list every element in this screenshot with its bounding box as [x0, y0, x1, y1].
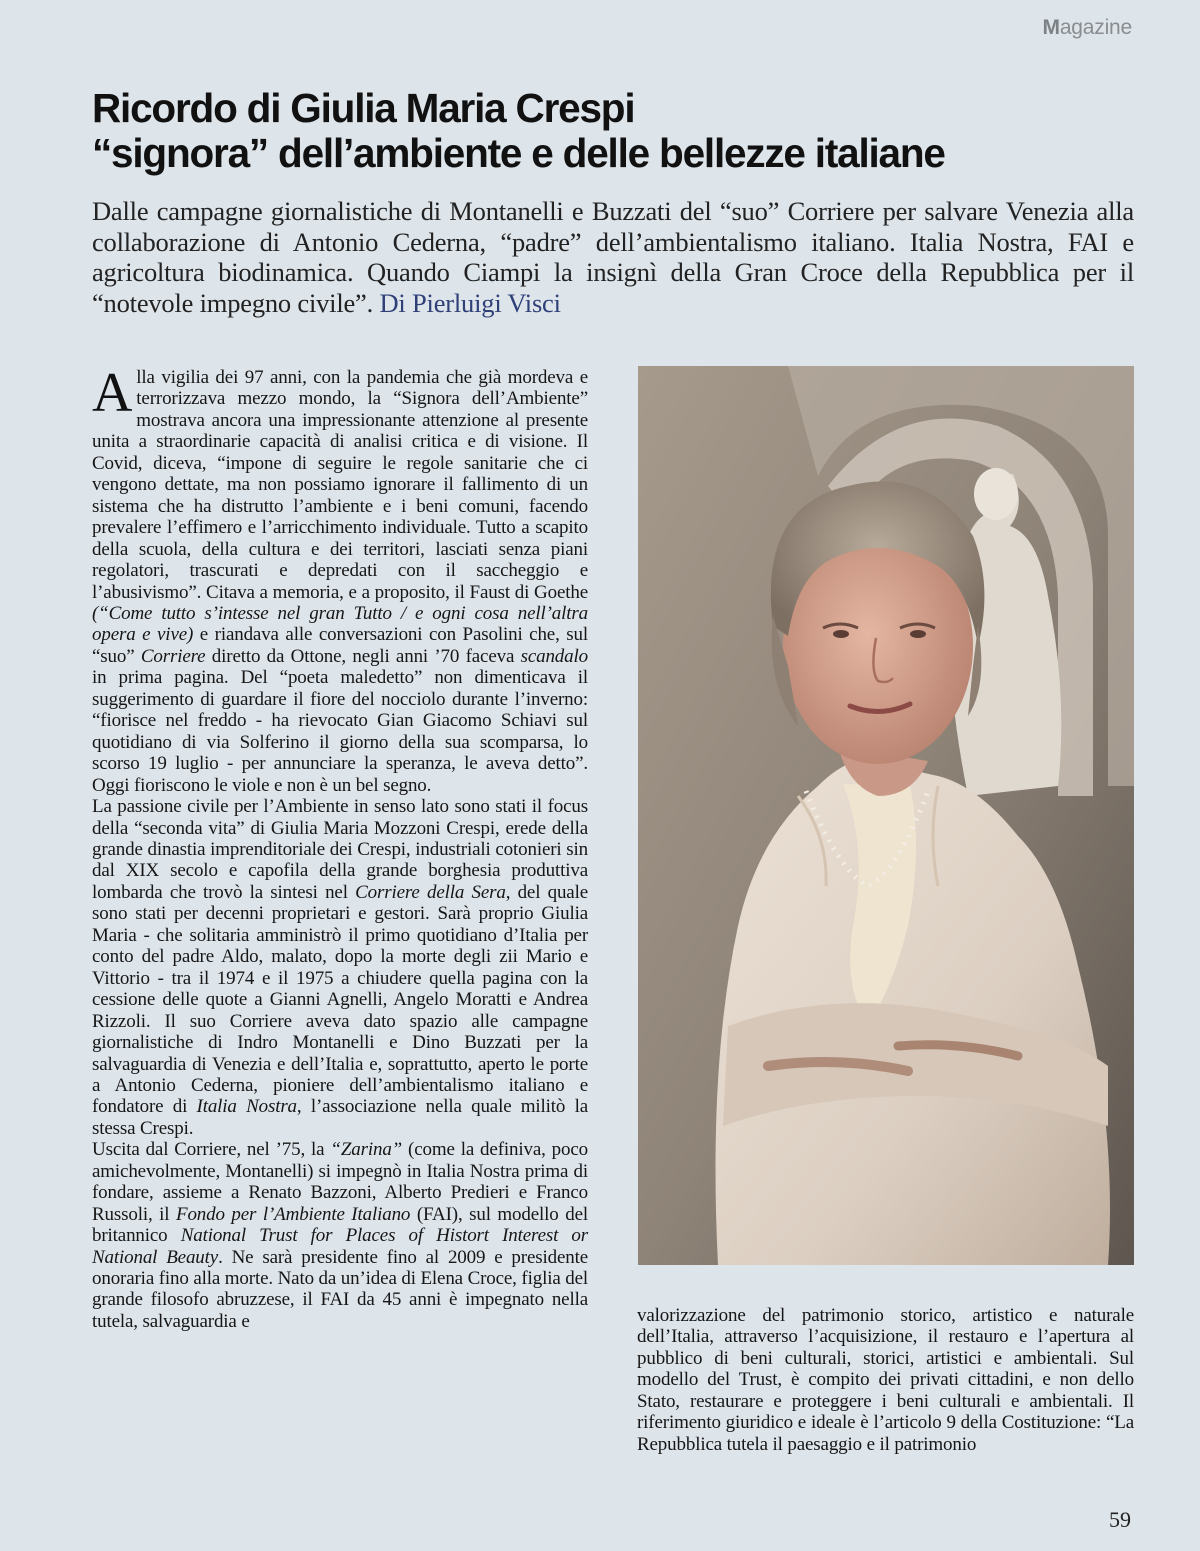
paragraph-2: La passione civile per l’Ambiente in senso lato sono stati il focus della “seconda vita” di Giulia Maria Mozzoni Crespi, erede della grande dinastia imprenditoriale dei Crespi, industriali cotonieri sin dal XIX secolo e capofila della grande borghesia produttiva lombarda che trovò la sintesi nel Corriere della Sera, del quale sono stati per decenni proprietari e gestori. Sarà proprio Giulia Maria - che solitaria amministrò il primo quotidiano d’Italia per conto del padre Aldo, malato, dopo la morte degli zii Mario e Vittorio - tra il 1974 e il 1975 a chiudere quella pagina con la cessione delle quote a Gianni Agnelli, Angelo Moratti e Andrea Rizzoli. Il suo Corriere aveva dato spazio alle campagne giornalistiche di Indro Montanelli e Dino Buzzati per la salvaguardia di Venezia e dell’Italia e, soprattutto, aperto le porte a Antonio Cederna, pioniere dell’ambientalismo italiano e fondatore di Italia Nostra, l’associazione nella quale militò la stessa Crespi. — [92, 796, 589, 1139]
headline-line-1: Ricordo di Giulia Maria Crespi — [92, 85, 635, 131]
paragraph-3-continued: valorizzazione del patrimonio storico, artistico e naturale dell’Italia, attraverso l’acquisizione, il restauro e l’apertura al pubblico di beni culturali, storici, artistici e ambientali. Sul modello del Trust, è compito dei privati cittadini, e non dello Stato, restaurare e proteggere i beni culturali e ambientali. Il riferimento giuridico e ideale è l’articolo 9 della Costituzione: “La Repubblica tutela il paesaggio e il patrimonio — [637, 1305, 1134, 1455]
section-label: Magazine — [1042, 16, 1132, 39]
article-headline — [92, 86, 1152, 176]
paragraph-3: Uscita dal Corriere, nel ’75, la “Zarina” (come la definiva, poco amichevolmente, Montanelli) si impegnò in Italia Nostra prima di fondare, assieme a Renato Bazzoni, Alberto Predieri e Franco Russoli, il Fondo per l’Ambiente Italiano (FAI), sul modello del britannico National Trust for Places of Histort Interest or National Beauty. Ne sarà presidente fino al 2009 e presidente onoraria fino alla morte. Nato da un’idea di Elena Croce, figlia del grande filosofo abruzzese, il FAI da 45 anni è impegnato nella tutela, salvaguardia e — [92, 1139, 589, 1332]
headline-line-2: “signora” dell’ambiente e delle bellezze italiane — [92, 130, 945, 176]
byline: Di Pierluigi Visci — [379, 287, 561, 318]
drop-cap: A — [92, 362, 133, 424]
standfirst-text: Dalle campagne giornalistiche di Montanelli e Buzzati del “suo” Corriere per salvare Venezia alla collaborazione di Antonio Cederna, “padre” dell’ambientalismo italiano. Italia Nostra, FAI e agricoltura biodinamica. Quando Ciampi la insignì della Gran Croce della Repubblica per il “notevole impegno civile”. — [92, 196, 1134, 318]
article-column-left — [92, 362, 589, 1332]
page-number: 59 — [1109, 1507, 1131, 1532]
article-column-right — [637, 1305, 1134, 1455]
paragraph-1: Alla vigilia dei 97 anni, con la pandemia che già mordeva e terrorizzava mezzo mondo, la “Signora dell’Ambiente” mostrava ancora una impressionante attenzione al presente unita a straordinarie capacità di analisi critica e di visione. Il Covid, diceva, “impone di seguire le regole sanitarie che ci vengono dettate, ma non possiamo ignorare il fallimento di un sistema che ha distrutto l’ambiente e i beni comuni, facendo prevalere l’effimero e l’arricchimento individuale. Tutto a scapito della scuola, della cultura e dei territori, lasciati senza piani regolatori, trascurati e depredati con il saccheggio e l’abusivismo”. Citava a memoria, e a proposito, il Faust di Goethe (“Come tutto s’intesse nel gran Tutto / e ogni cosa nell’altra opera e vive) e riandava alle conversazioni con Pasolini che, sul “suo” Corriere diretto da Ottone, negli anni ’70 faceva scandalo in prima pagina. Del “poeta maledetto” non dimenticava il suggerimento di guardare il fiore del nocciolo durante l’inverno: “fiorisce nel freddo - ha rievocato Gian Giacomo Schiavi sul quotidiano di via Solferino il giorno della sua scomparsa, lo scorso 19 luglio - per annunciare la speranza, le aveva detto”. Oggi fioriscono le viole e non è un bel segno. — [92, 362, 588, 796]
goethe-quote: (“Come tutto s’intesse nel gran Tutto / e ogni cosa nell’altra opera e vive) — [92, 602, 588, 646]
article-standfirst — [92, 196, 1134, 318]
portrait-photo — [638, 366, 1134, 1265]
